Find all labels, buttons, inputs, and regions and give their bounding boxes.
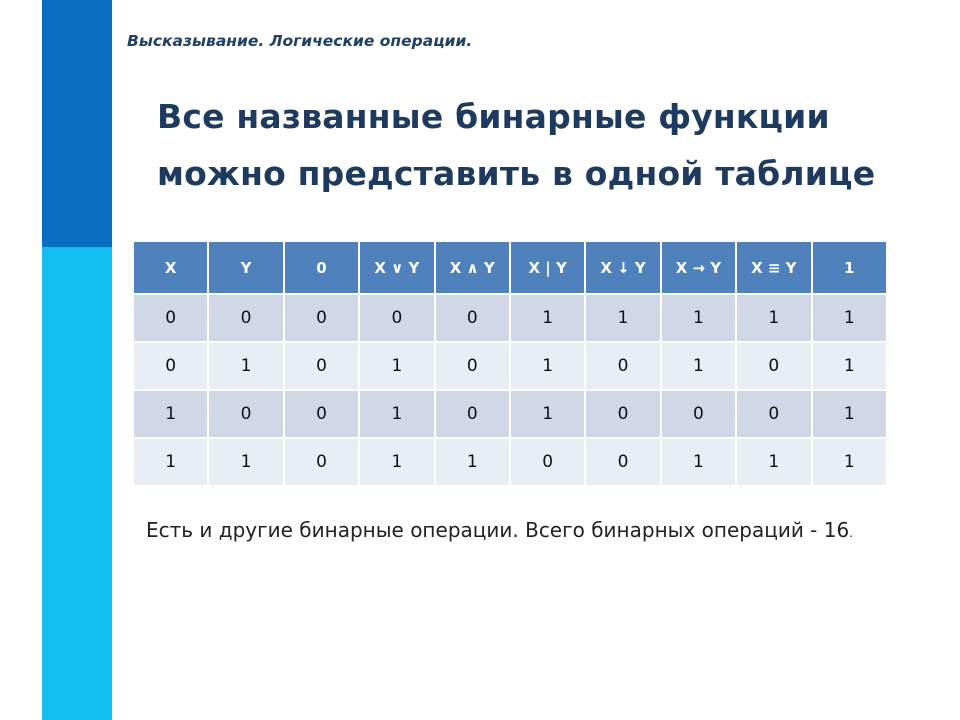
table-cell: 0 bbox=[736, 342, 811, 390]
table-cell: 0 bbox=[359, 294, 434, 342]
table-cell: 1 bbox=[812, 342, 887, 390]
header-x: X bbox=[133, 241, 208, 294]
table-cell: 0 bbox=[585, 390, 660, 438]
slide-title-line-2: можно представить в одной таблице bbox=[157, 154, 876, 193]
table-cell: 0 bbox=[435, 390, 510, 438]
table-cell: 0 bbox=[284, 294, 359, 342]
header-equivalence: X ≡ Y bbox=[736, 241, 811, 294]
table-cell: 1 bbox=[133, 390, 208, 438]
header-one: 1 bbox=[812, 241, 887, 294]
table-cell: 1 bbox=[585, 294, 660, 342]
table-cell: 0 bbox=[284, 438, 359, 486]
table-cell: 1 bbox=[510, 342, 585, 390]
slide-subtitle: Высказывание. Логические операции. bbox=[127, 32, 473, 50]
truth-table-header-row bbox=[133, 241, 887, 294]
table-cell: 1 bbox=[208, 438, 283, 486]
table-row bbox=[133, 390, 887, 438]
table-cell: 1 bbox=[736, 438, 811, 486]
table-cell: 1 bbox=[133, 438, 208, 486]
table-row bbox=[133, 342, 887, 390]
table-cell: 0 bbox=[284, 390, 359, 438]
footnote-text: Есть и другие бинарные операции. Всего бинарных операций - 16 bbox=[146, 518, 850, 542]
table-cell: 0 bbox=[585, 438, 660, 486]
table-cell: 1 bbox=[736, 294, 811, 342]
table-cell: 1 bbox=[661, 342, 736, 390]
table-cell: 0 bbox=[133, 294, 208, 342]
table-cell: 1 bbox=[359, 438, 434, 486]
table-cell: 0 bbox=[435, 294, 510, 342]
table-row bbox=[133, 294, 887, 342]
header-implication: X → Y bbox=[661, 241, 736, 294]
table-cell: 1 bbox=[812, 438, 887, 486]
sidebar-accent-light bbox=[42, 247, 112, 720]
header-conjunction: X ∧ Y bbox=[435, 241, 510, 294]
slide-title bbox=[157, 88, 947, 202]
table-cell: 1 bbox=[208, 342, 283, 390]
table-cell: 0 bbox=[510, 438, 585, 486]
table-cell: 1 bbox=[812, 390, 887, 438]
table-cell: 0 bbox=[208, 390, 283, 438]
table-cell: 0 bbox=[208, 294, 283, 342]
header-zero: 0 bbox=[284, 241, 359, 294]
footnote bbox=[146, 518, 853, 542]
table-cell: 0 bbox=[133, 342, 208, 390]
header-sheffer-stroke: X | Y bbox=[510, 241, 585, 294]
header-peirce-arrow: X ↓ Y bbox=[585, 241, 660, 294]
table-cell: 1 bbox=[510, 390, 585, 438]
slide-title-line-1: Все названные бинарные функции bbox=[157, 97, 830, 136]
table-row bbox=[133, 438, 887, 486]
header-y: Y bbox=[208, 241, 283, 294]
table-cell: 1 bbox=[510, 294, 585, 342]
table-cell: 1 bbox=[661, 294, 736, 342]
table-cell: 1 bbox=[359, 342, 434, 390]
sidebar-accent-dark bbox=[42, 0, 112, 247]
table-cell: 1 bbox=[435, 438, 510, 486]
truth-table bbox=[132, 240, 888, 487]
table-cell: 0 bbox=[435, 342, 510, 390]
footnote-period: . bbox=[849, 526, 854, 540]
table-cell: 1 bbox=[812, 294, 887, 342]
table-cell: 0 bbox=[661, 390, 736, 438]
header-disjunction: X ∨ Y bbox=[359, 241, 434, 294]
table-cell: 1 bbox=[661, 438, 736, 486]
table-cell: 0 bbox=[284, 342, 359, 390]
table-cell: 0 bbox=[585, 342, 660, 390]
table-cell: 0 bbox=[736, 390, 811, 438]
table-cell: 1 bbox=[359, 390, 434, 438]
